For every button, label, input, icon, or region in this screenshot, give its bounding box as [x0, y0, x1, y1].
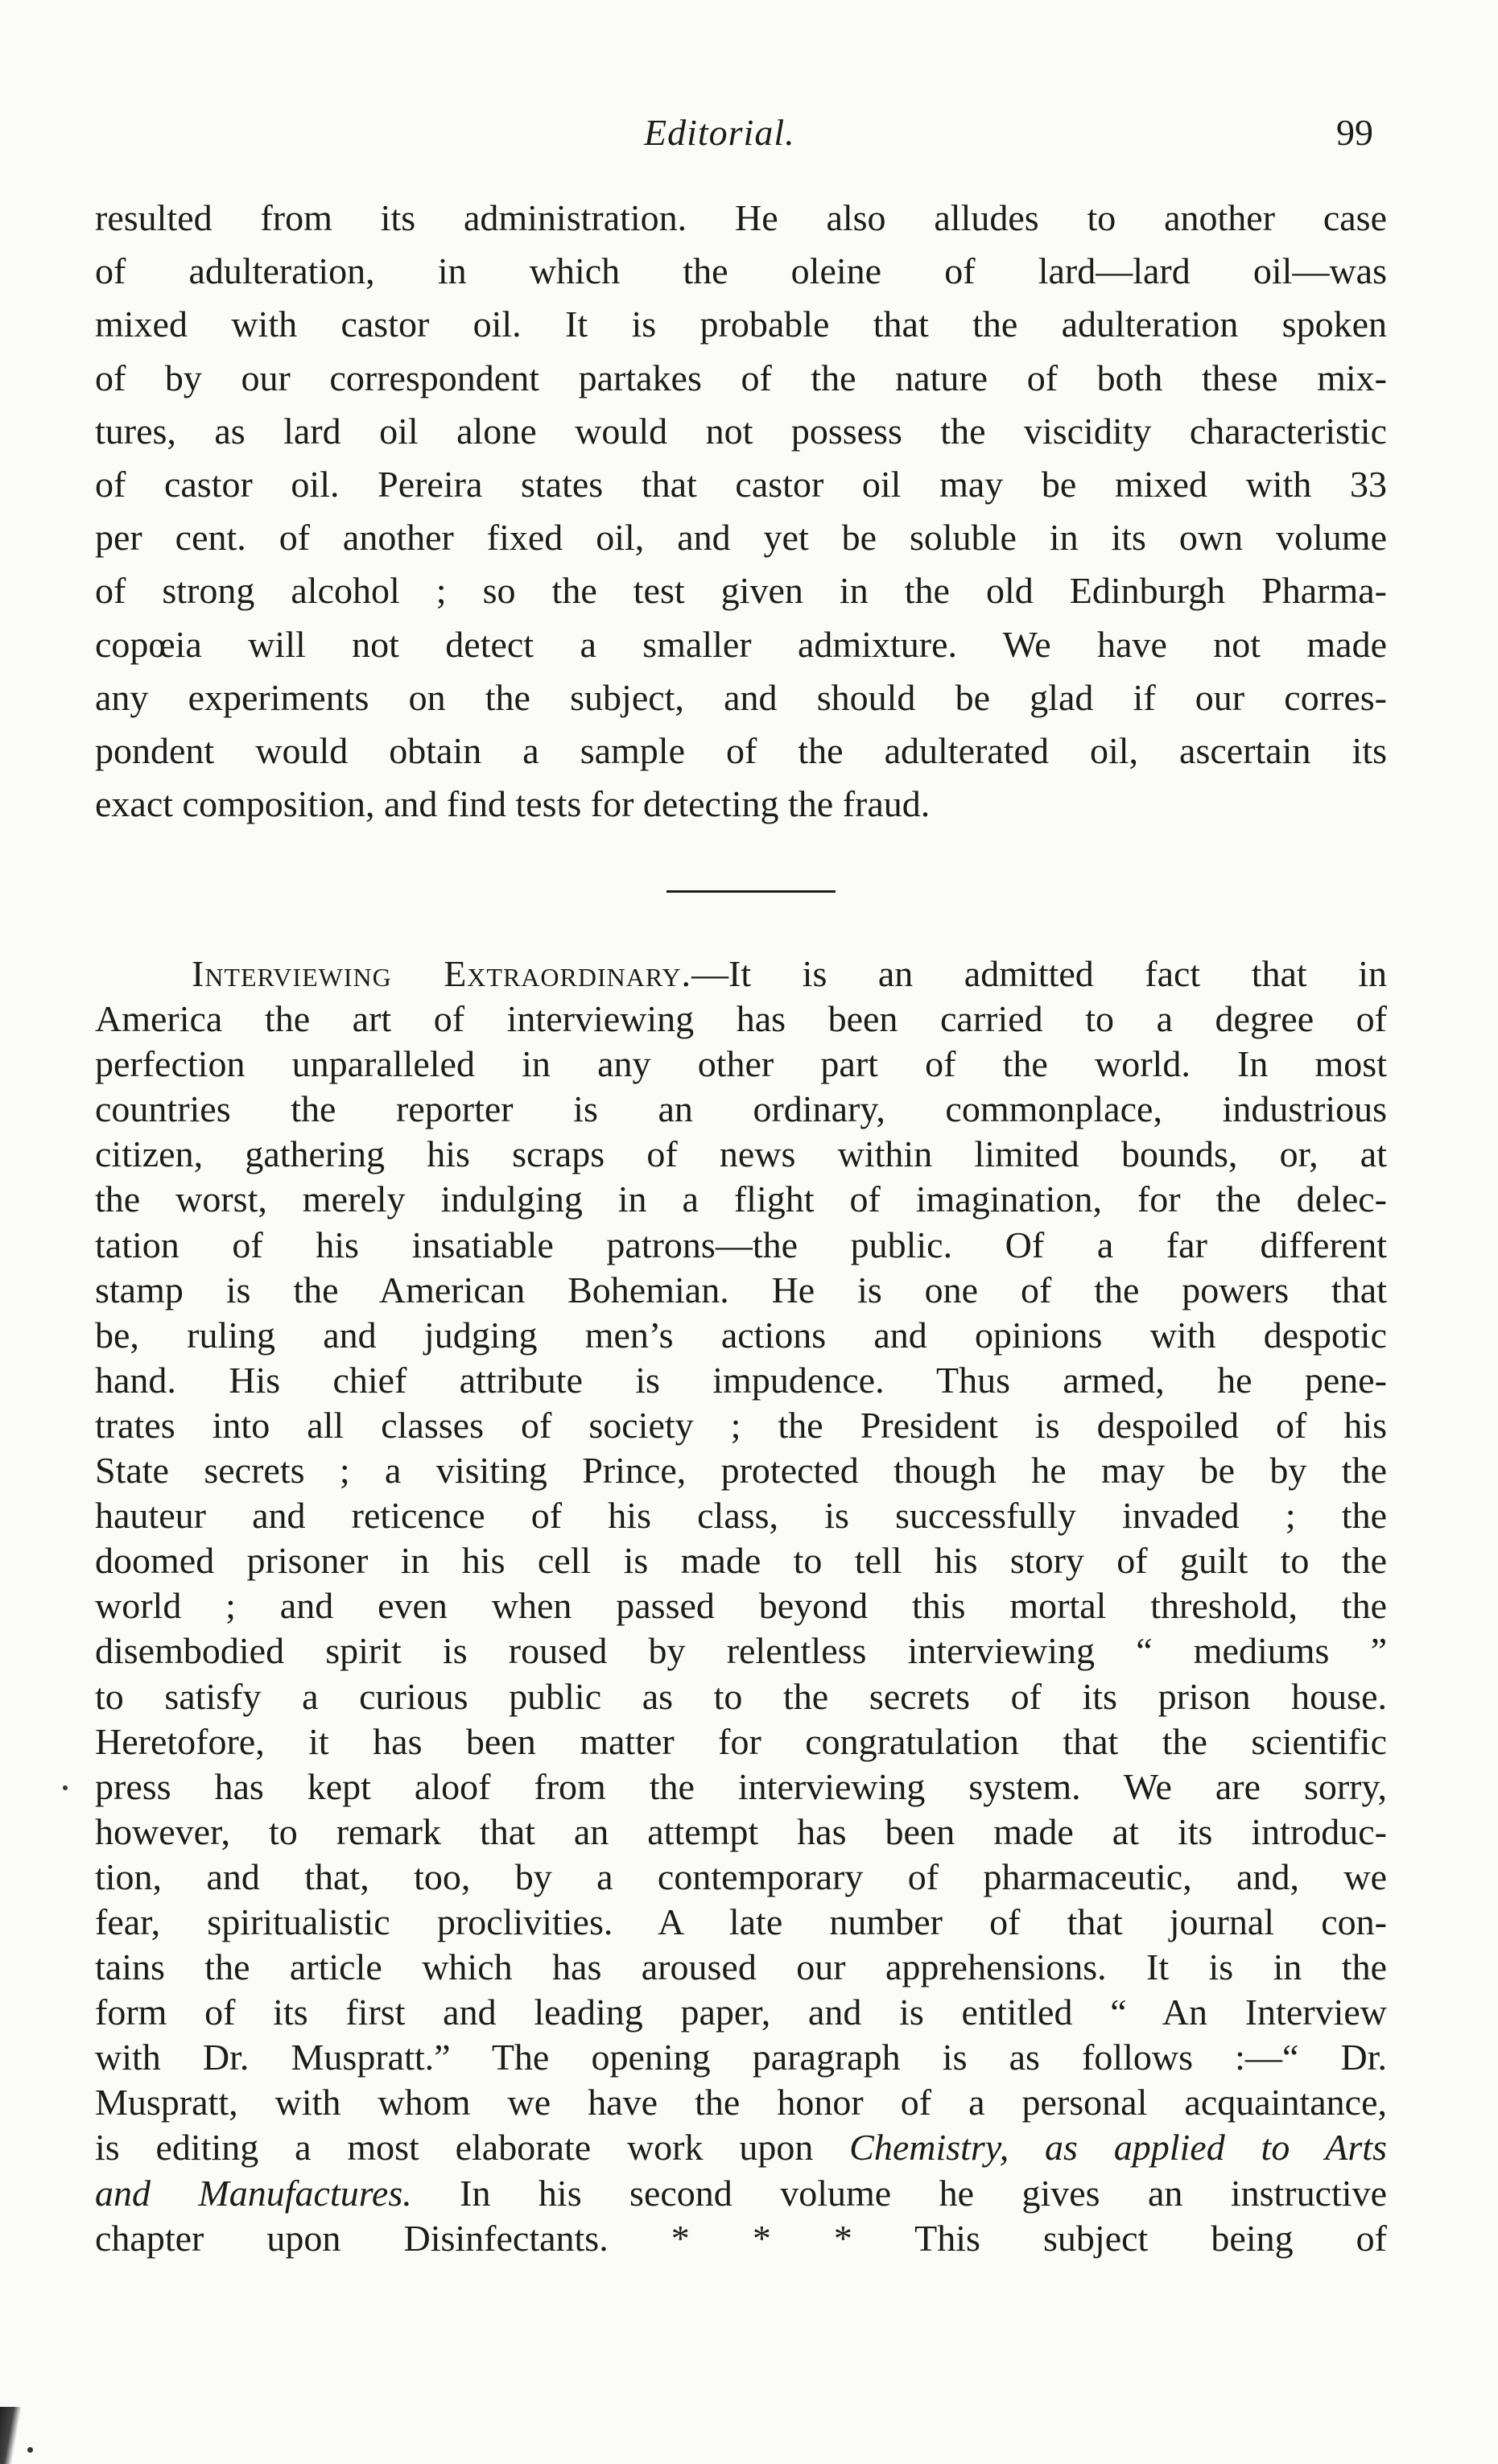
manufactures-text: In his second volume he gives an instructive — [411, 2172, 1388, 2214]
text-line: per cent. of another fixed oil, and yet be soluble in its own volume — [95, 517, 1387, 559]
running-header — [0, 111, 1498, 159]
text-line: Muspratt, with whom we have the honor of a personal acquaintance, — [95, 2082, 1387, 2123]
text-line: trates into all classes of society ; the President is despoiled of his — [95, 1404, 1387, 1446]
text-line: exact composition, and find tests for detecting the fraud. — [95, 783, 931, 825]
text-line: tures, as lard oil alone would not possess the viscidity characteristic — [95, 410, 1387, 452]
text-line: form of its first and leading paper, and is entitled “ An Interview — [95, 1991, 1387, 2033]
running-title: Editorial. — [644, 112, 795, 153]
text-line: Heretofore, it has been matter for congratulation that the scientific — [95, 1720, 1387, 1762]
text-line: hand. His chief attribute is impudence. Thus armed, he pene- — [95, 1359, 1387, 1401]
book-title-italic-continued: and Manufactures. — [95, 2172, 412, 2214]
section-lead-in: Interviewing Extraordinary. — [192, 953, 692, 994]
text-line: however, to remark that an attempt has been made at its introduc- — [95, 1810, 1387, 1852]
first-line-text: —It is an admitted fact that in — [691, 953, 1387, 994]
text-line: fear, spiritualistic proclivities. A late number of that journal con- — [95, 1901, 1387, 1942]
text-line: tains the article which has aroused our apprehensions. It is in the — [95, 1946, 1387, 1988]
page-number: 99 — [1336, 112, 1373, 153]
text-line: mixed with castor oil. It is probable that the adulteration spoken — [95, 303, 1387, 345]
text-line: countries the reporter is an ordinary, commonplace, industrious — [95, 1088, 1387, 1130]
text-line: be, ruling and judging men’s actions and opinions with despotic — [95, 1314, 1387, 1356]
text-line: of strong alcohol ; so the test given in the old Edinburgh Pharma- — [95, 570, 1387, 612]
text-line: with Dr. Muspratt.” The opening paragraph is as follows :—“ Dr. — [95, 2037, 1387, 2078]
text-line: world ; and even when passed beyond this mortal threshold, the — [95, 1585, 1387, 1627]
text-line: press has kept aloof from the interviewing system. We are sorry, — [95, 1765, 1387, 1807]
text-line: doomed prisoner in his cell is made to tell his story of guilt to the — [95, 1540, 1387, 1582]
text-line: of castor oil. Pereira states that castor oil may be mixed with 33 — [95, 464, 1387, 506]
paragraph-castor-oil — [95, 192, 1387, 831]
text-line: State secrets ; a visiting Prince, protected though he may be by the — [95, 1450, 1387, 1492]
text-line: the worst, merely indulging in a flight of imagination, for the delec- — [95, 1178, 1387, 1220]
text-line-first — [95, 951, 1387, 997]
text-line: stamp is the American Bohemian. He is one of the powers that — [95, 1269, 1387, 1310]
text-line: hauteur and reticence of his class, is successfully invaded ; the — [95, 1495, 1387, 1537]
text-line: of by our correspondent partakes of the nature of both these mix- — [95, 357, 1387, 398]
margin-speck — [27, 2447, 33, 2453]
text-line: pondent would obtain a sample of the adulterated oil, ascertain its — [95, 730, 1387, 772]
text-line: disembodied spirit is roused by relentless interviewing “ mediums ” — [95, 1630, 1387, 1672]
book-title-italic: Chemistry, as applied to Arts — [849, 2127, 1387, 2169]
text-line: to satisfy a curious public as to the secrets of its prison house. — [95, 1675, 1387, 1717]
text-line: chapter upon Disinfectants. * * * This subject being of — [95, 2217, 1387, 2259]
editing-text: is editing a most elaborate work upon — [95, 2127, 850, 2169]
text-line: copœia will not detect a smaller admixture. We have not made — [95, 623, 1387, 665]
text-line: any experiments on the subject, and should be glad if our corres- — [95, 676, 1387, 718]
text-line: resulted from its administration. He also alludes to another case — [95, 197, 1387, 238]
text-line: citizen, gathering his scraps of news within limited bounds, or, at — [95, 1133, 1387, 1175]
section-divider — [666, 890, 836, 893]
text-line: of adulteration, in which the oleine of lard—lard oil—was — [95, 250, 1387, 292]
margin-speck — [63, 1785, 68, 1790]
text-line: tion, and that, too, by a contemporary of pharmaceutic, and, we — [95, 1855, 1387, 1897]
text-line: tation of his insatiable patrons—the public. Of a far different — [95, 1224, 1387, 1265]
text-line: America the art of interviewing has been carried to a degree of — [95, 998, 1387, 1040]
text-line-manufactures — [95, 2171, 1387, 2216]
text-line: perfection unparalleled in any other part of the world. In most — [95, 1043, 1387, 1085]
text-line-editing — [95, 2125, 1387, 2170]
paragraph-interviewing-extraordinary — [95, 951, 1387, 2261]
scan-corner-mark — [0, 2407, 21, 2464]
